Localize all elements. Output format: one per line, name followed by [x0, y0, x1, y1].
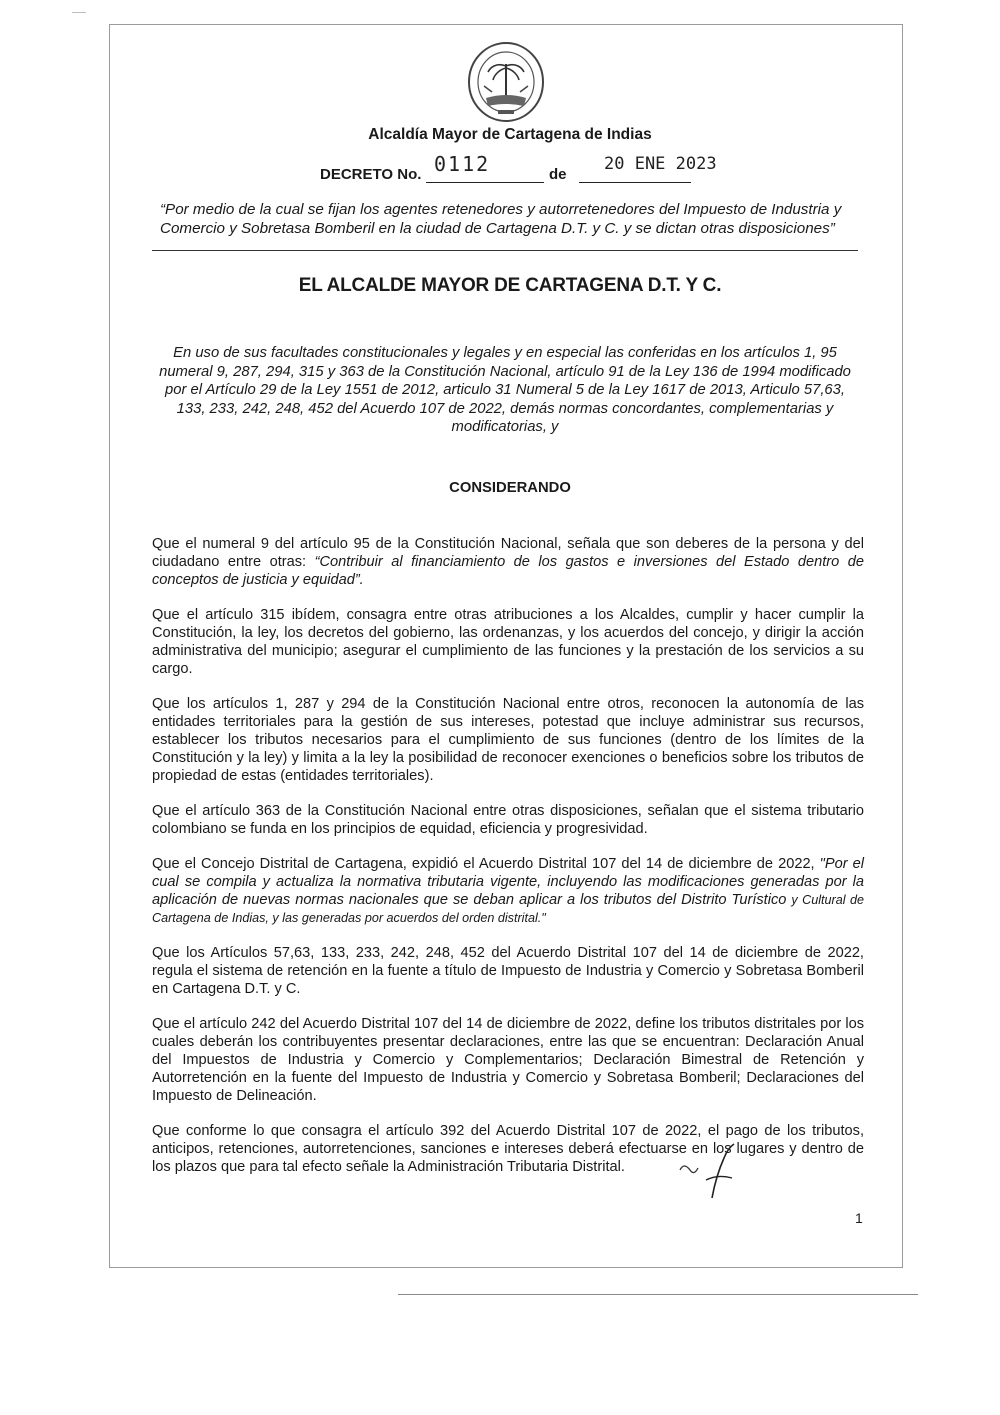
paragraph: Que el Concejo Distrital de Cartagena, expidió el Acuerdo Distrital 107 del 14 de diciembre de 2022, "Por el cual se compila y actualiza la normativa tributaria vigente, incluyendo las modificaciones generadas por la aplicación de nuevas normas nacionales que se deban aplicar a los tributos del Distrito Turístico y Cultural de Cartagena de Indias, y las generadas por acuerdos del orden distrital." [152, 856, 865, 925]
paragraph: Que los Artículos 57,63, 133, 233, 242, 248, 452 del Acuerdo Distrital 107 del 14 de diciembre de 2022, regula el sistema de retención en la fuente a título de Impuesto de Industria y Comercio y Sobretasa Bomberil en Cartagena D.T. y C. [152, 945, 864, 997]
entity-title: Alcaldía Mayor de Cartagena de Indias [368, 126, 652, 143]
paragraph: Que el artículo 242 del Acuerdo Distrital 107 del 14 de diciembre de 2022, define los tributos distritales por los cuales deberán los contribuyentes presentar declaraciones, entre las que se encuentran: Declaración Anual del Impuestos de Industria y Comercio y Complementarios; Declaración Bimestral de Retención y Autorretención en la fuente del Impuesto de Industria y Comercio y Sobretasa Bomberil; Declaraciones del Impuesto de Delineación. [152, 1016, 864, 1104]
paragraph: Que los artículos 1, 287 y 294 de la Constitución Nacional entre otros, reconocen la autonomía de las entidades territoriales para la gestión de sus intereses, potestad que incluye administrar sus recursos, establecer los tributos necesarios para el cumplimiento de sus funciones (dentro de los límites de la Constitución y la ley) y limita a la ley la posibilidad de reconocer exenciones o beneficios sobre los tributos de propiedad de estas (entidades territoriales). [152, 696, 864, 784]
paragraph: Que el numeral 9 del artículo 95 de la Constitución Nacional, señala que son deberes de la persona y del ciudadano entre otras: “Contribuir al financiamiento de los gastos e inversiones del Estado dentro de conceptos de justicia y equidad”. [152, 536, 864, 588]
scan-mark [72, 12, 86, 13]
considerations-body [152, 535, 864, 1193]
decree-subtitle: “Por medio de la cual se fijan los agentes retenedores y autorretenedores del Impuesto de Industria y Comercio y Sobretasa Bomberil en la ciudad de Cartagena D.T. y C. y se dictan otras disposiciones” [160, 201, 842, 237]
de-label: de [549, 166, 567, 183]
scan-mark [398, 1294, 918, 1295]
decree-number-line [426, 182, 544, 183]
mayor-title: EL ALCALDE MAYOR DE CARTAGENA D.T. Y C. [298, 275, 722, 296]
paragraph: Que conforme lo que consagra el artículo 392 del Acuerdo Distrital 107 de 2022, el pago de los tributos, anticipos, retenciones, autorretenciones, sanciones e intereses deberá efectuarse en los lugares y dentro de los plazos que para tal efecto señale la Administración Tributaria Distrital. [152, 1123, 864, 1175]
considerando-heading: CONSIDERANDO [449, 480, 571, 496]
decree-date-line [579, 182, 691, 183]
decree-date: 20 ENE 2023 [604, 154, 717, 174]
decree-number-row [320, 150, 740, 186]
page-number: 1 [855, 1210, 863, 1226]
decree-number: 0112 [434, 152, 491, 176]
signature-mark [676, 1140, 756, 1204]
authority-clause: En uso de sus facultades constitucionales y legales y en especial las conferidas en los artículos 1, 95 numeral 9, 287, 294, 315 y 363 de la Constitución Nacional, artículo 91 de la Ley 136 de 1994 modificado por el Artículo 29 de la Ley 1551 de 2012, articulo 31 Numeral 5 de la Ley 1617 de 2013, Articulo 57,63, 133, 233, 242, 248, 452 del Acuerdo 107 de 2022, demás normas concordantes, complementarias y modificatorias, y [159, 345, 851, 435]
paragraph: Que el artículo 315 ibídem, consagra entre otras atribuciones a los Alcaldes, cumplir y hacer cumplir la Constitución, la ley, los decretos del gobierno, las ordenanzas, y los acuerdos del concejo, y dirigir la acción administrativa del municipio; asegurar el cumplimiento de las funciones y la prestación de los servicios a su cargo. [152, 607, 864, 677]
cartagena-seal-emblem [466, 40, 546, 124]
divider [152, 250, 858, 251]
decree-label: DECRETO No. [320, 166, 422, 183]
paragraph: Que el artículo 363 de la Constitución Nacional entre otras disposiciones, señalan que el sistema tributario colombiano se funda en los principios de equidad, eficiencia y progresividad. [152, 803, 864, 837]
